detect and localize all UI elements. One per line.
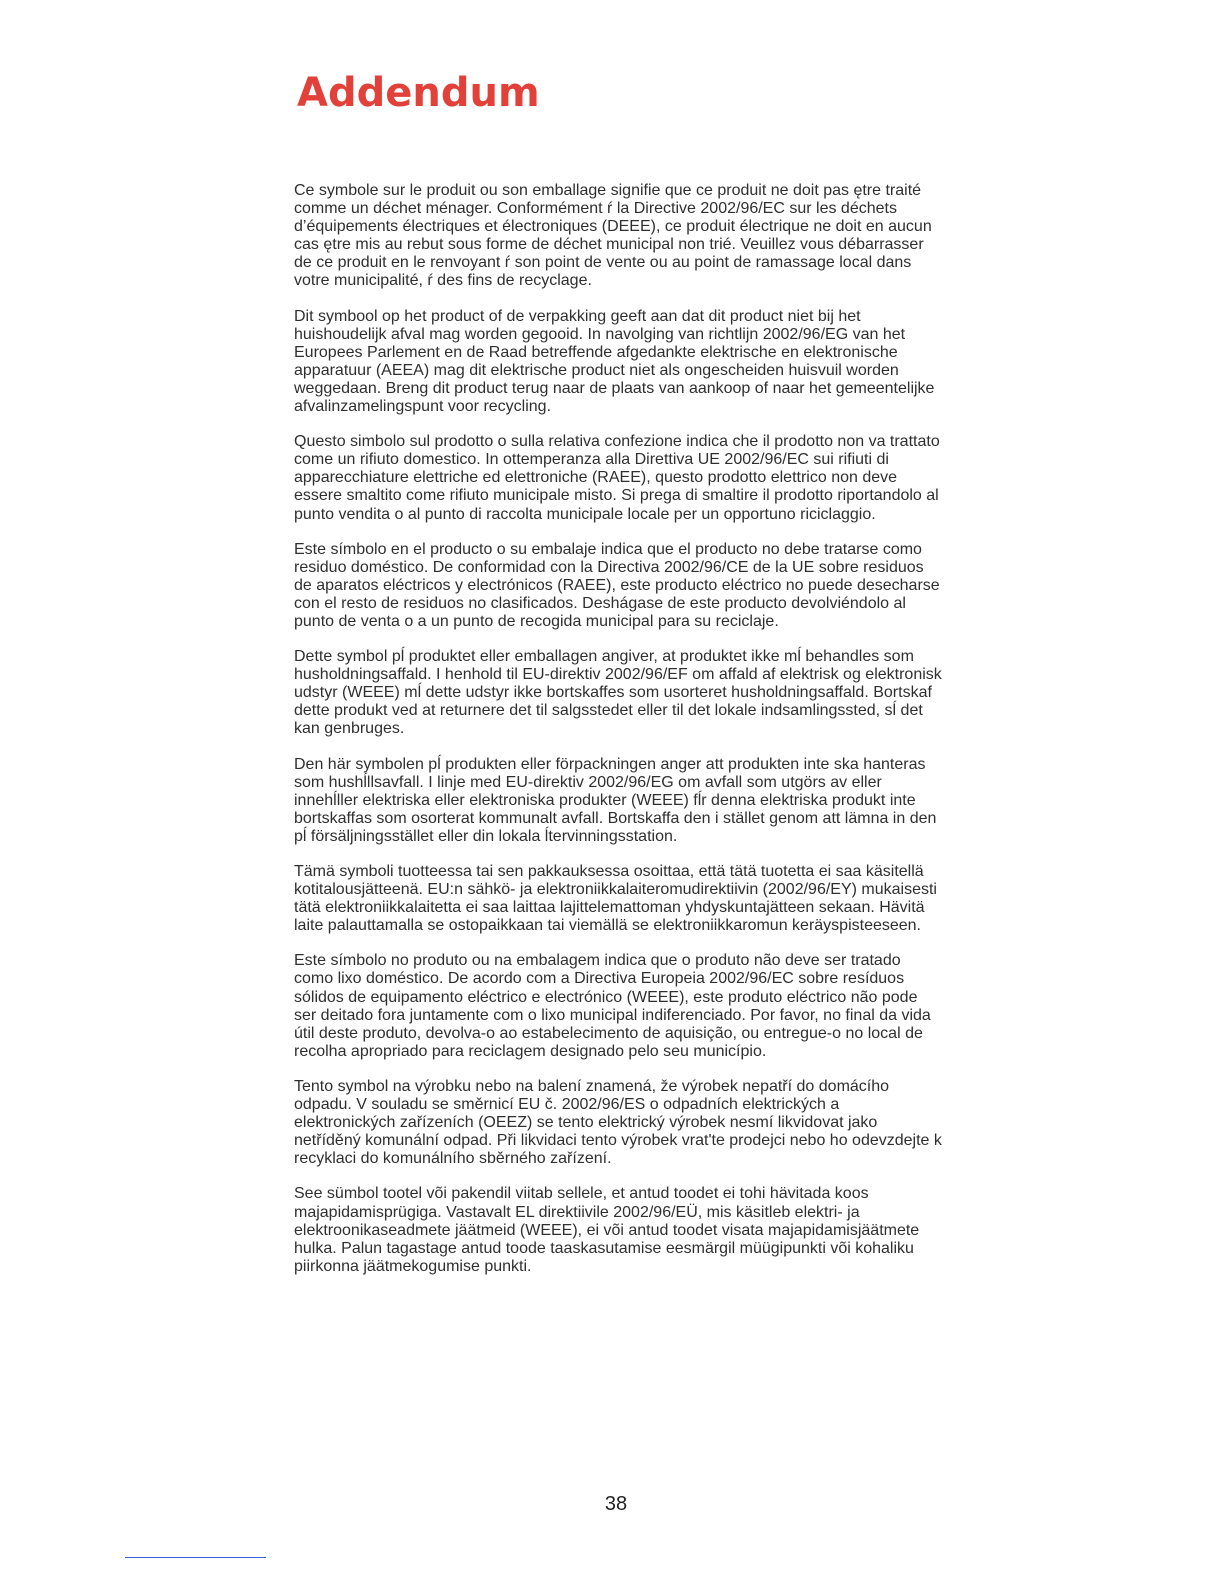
paragraph-dutch: Dit symbool op het product of de verpakking geeft aan dat dit product niet bij het huishoudelijk afval mag worden gegooid. In navolging van richtlijn 2002/96/EG van het Europees Parlement en de Raad betreffende afgedankte elektrische en elektronische apparatuur (AEEA) mag dit elektrische product niet als ongescheiden huisvuil worden weggedaan. Breng dit product terug naar de plaats van aankoop of naar het gemeentelijke afvalinzamelingspunt voor recycling.: [294, 307, 935, 416]
paragraph-french: Ce symbole sur le produit ou son emballage signifie que ce produit ne doit pas ętre traité comme un déchet ménager. Conformément ŕ la Directive 2002/96/EC sur les déchets d’équipements électriques et électroniques (DEEE), ce produit électrique ne doit en aucun cas ętre mis au rebut sous forme de déchet municipal non trié. Veuillez vous débarrasser de ce produit en le renvoyant ŕ son point de vente ou au point de ramassage local dans votre municipalité, ŕ des fins de recyclage.: [294, 182, 932, 290]
paragraph-portuguese: Este símbolo no produto ou na embalagem indica que o produto não deve ser tratado como lixo doméstico. De acordo com a Directiva Europeia 2002/96/EC sobre resíduos sólidos de equipamento eléctrico e electrónico (WEEE), este produto eléctrico não pode ser deitado fora juntamente com o lixo municipal indiferenciado. Por favor, no final da vida útil deste produto, devolva-o ao estabelecimento de aquisição, ou entregue-o no local de recolha apropriado para reciclagem designado pelo seu município.: [294, 952, 931, 1060]
paragraph-italian: Questo simbolo sul prodotto o sulla relativa confezione indica che il prodotto non va trattato come un rifiuto domestico. In ottemperanza alla Direttiva UE 2002/96/EC sui rifiuti di apparecchiature elettriche ed elettroniche (RAEE), questo prodotto elettrico non deve essere smaltito come rifiuto municipale misto. Si prega di smaltire il prodotto riportandolo al punto vendita o al punto di raccolta municipale locale per un opportuno riciclaggio.: [294, 433, 940, 523]
addendum-body: [294, 182, 944, 1293]
paragraph-estonian: See sümbol tootel või pakendil viitab sellele, et antud toodet ei tohi hävitada koos majapidamisprügiga. Vastavalt EL direktiivile 2002/96/EÜ, mis käsitleb elektri- ja elektroonikaseadmete jäätmeid (WEEE), ei või antud toodet visata majapidamisjäätmete hulka. Palun tagastage antud toode taaskasutamise eesmärgil müügipunkti või kohaliku piirkonna jäätmekogumise punkti.: [294, 1185, 920, 1275]
footer-rule: [125, 1557, 266, 1558]
paragraph-spanish: Este símbolo en el producto o su embalaje indica que el producto no debe tratarse como residuo doméstico. De conformidad con la Directiva 2002/96/CE de la UE sobre residuos de aparatos eléctricos y electrónicos (RAEE), este producto eléctrico no puede desecharse con el resto de residuos no clasificados. Deshágase de este producto devolviéndolo al punto de venta o a un punto de recogida municipal para su reciclaje.: [294, 540, 940, 630]
paragraph-czech: Tento symbol na výrobku nebo na balení znamená, že výrobek nepatří do domácího odpadu. V souladu se směrnicí EU č. 2002/96/ES o odpadních elektrických a elektronických zařízeních (OEEZ) se tento elektrický výrobek nesmí likvidovat jako netříděný komunální odpad. Při likvidaci tento výrobek vrat'te prodejci nebo ho odevzdejte k recyklaci do komunálního sběrného zařízení.: [294, 1077, 942, 1168]
paragraph-finnish: Tämä symboli tuotteessa tai sen pakkauksessa osoittaa, että tätä tuotetta ei saa käsitellä kotitalousjätteenä. EU:n sähkö- ja elektroniikkalaiteromudirektiivin (2002/96/EY) mukaisesti tätä elektroniikkalaitetta ei saa laittaa lajittelemattoman yhdyskuntajätteen sekaan. Hävitä laite palauttamalla se ostopaikkaan tai viemällä se elektroniikkaromun keräyspisteeseen.: [294, 863, 937, 935]
page-title: Addendum: [297, 70, 540, 116]
paragraph-danish: Dette symbol pĺ produktet eller emballagen angiver, at produktet ikke mĺ behandles som husholdningsaffald. I henhold til EU-direktiv 2002/96/EF om affald af elektrisk og elektronisk udstyr (WEEE) mĺ dette udstyr ikke bortskaffes som usorteret husholdningsaffald. Bortskaf dette produkt ved at returnere det til salgsstedet eller til det lokale indsamlingssted, sĺ det kan genbruges.: [294, 648, 942, 738]
page-number: 38: [604, 1493, 628, 1515]
paragraph-swedish: Den här symbolen pĺ produkten eller förpackningen anger att produkten inte ska hanteras som hushĺllsavfall. I linje med EU-direktiv 2002/96/EG om avfall som utgörs av eller innehĺller elektriska eller elektroniska produkter (WEEE) fĺr denna elektriska produkt inte bortskaffas som osorterat kommunalt avfall. Bortskaffa den i stället genom att lämna in den pĺ försäljningsstället eller din lokala ĺtervinningsstation.: [294, 755, 937, 845]
